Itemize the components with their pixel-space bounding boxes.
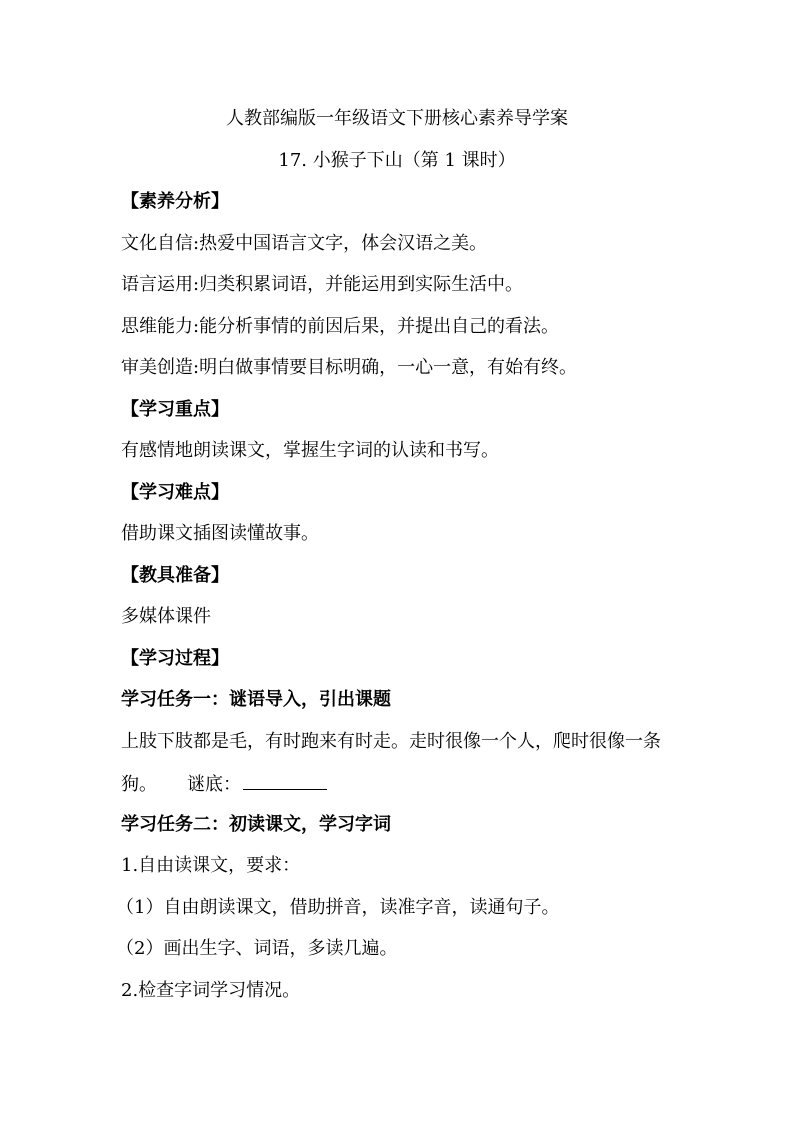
section-heading-focus: 【学习重点】 [121,399,229,420]
literacy-item-thinking: 思维能力:能分析事情的前因后果，并提出自己的看法。 [121,316,560,337]
task2-title: 学习任务二：初读课文，学习字词 [121,814,391,835]
literacy-item-language: 语言运用:归类积累词语，并能运用到实际生活中。 [121,274,524,295]
riddle-line-2-text: 狗。 [121,774,157,795]
lesson-title: 17. 小猴子下山（第 1 课时） [278,150,516,171]
materials-text: 多媒体课件 [121,606,211,627]
task2-step-1: 1.自由读课文，要求： [121,855,301,876]
task2-step-1b: （2）画出生字、词语，多读几遍。 [116,938,398,959]
riddle-answer-label: 谜底： [187,774,241,795]
section-heading-literacy: 【素养分析】 [121,191,229,212]
literacy-item-culture: 文化自信:热爱中国语言文字，体会汉语之美。 [121,233,488,254]
literacy-item-aesthetic: 审美创造:明白做事情要目标明确，一心一意，有始有终。 [121,357,578,378]
section-heading-process: 【学习过程】 [121,648,229,669]
focus-text: 有感情地朗读课文，掌握生字词的认读和书写。 [121,440,499,461]
task2-step-1a: （1）自由朗读课文，借助拼音，读准字音，读通句子。 [116,897,560,918]
riddle-line-1: 上肢下肢都是毛，有时跑来有时走。走时很像一个人，爬时很像一条 [121,731,661,752]
task1-title: 学习任务一：谜语导入，引出课题 [121,689,391,710]
document-title: 人教部编版一年级语文下册核心素养导学案 [226,108,568,129]
section-heading-difficulty: 【学习难点】 [121,482,229,503]
section-heading-materials: 【教具准备】 [121,565,229,586]
riddle-line-2 [121,771,327,797]
task2-step-2: 2.检查字词学习情况。 [121,980,301,1001]
riddle-answer-blank[interactable] [243,771,327,790]
difficulty-text: 借助课文插图读懂故事。 [121,523,319,544]
